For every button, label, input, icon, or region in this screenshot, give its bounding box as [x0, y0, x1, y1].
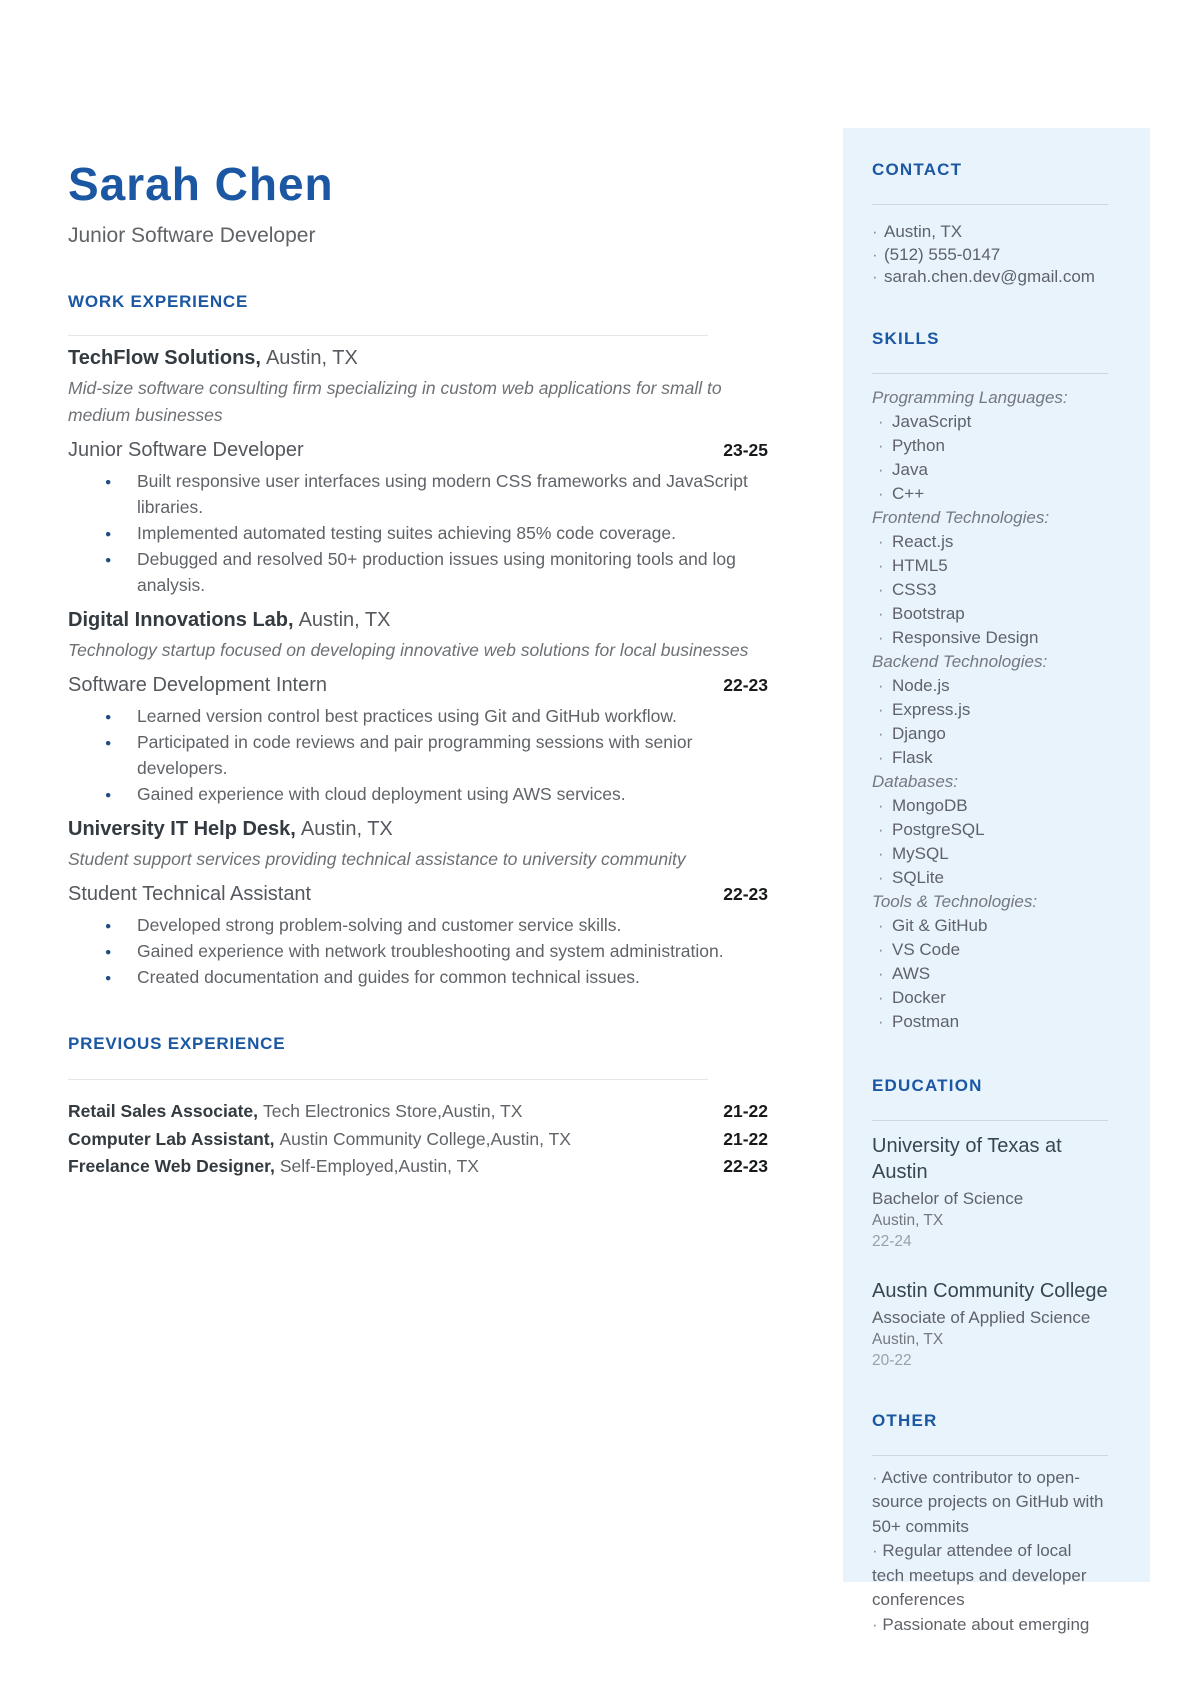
- skill-item: · AWS: [872, 962, 1108, 986]
- previous-role-line: [68, 1098, 522, 1126]
- role-bullet: ● Gained experience with cloud deployment using AWS services.: [105, 781, 750, 807]
- skill-item: · Express.js: [872, 698, 1108, 722]
- skill-item: · CSS3: [872, 578, 1108, 602]
- school-location: Austin, TX: [872, 1330, 944, 1348]
- skill-item: · SQLite: [872, 866, 1108, 890]
- role-bullet: ● Debugged and resolved 50+ production issues using monitoring tools and log analysis.: [105, 546, 750, 598]
- role-dates: 22-23: [723, 675, 768, 696]
- role-row: [68, 673, 768, 697]
- other-list: [872, 1466, 1108, 1638]
- skill-item: · Java: [872, 458, 1108, 482]
- skill-group-label: Frontend Technologies:: [872, 507, 1050, 527]
- skills-block: [872, 386, 1108, 1034]
- previous-dates: 22-23: [723, 1156, 768, 1177]
- skill-item: · Docker: [872, 986, 1108, 1010]
- contact-phone: · (512) 555-0147: [872, 244, 1108, 267]
- skill-item: · Node.js: [872, 674, 1108, 698]
- role-dates: 22-23: [723, 884, 768, 905]
- role-bullet: ● Gained experience with network troubleshooting and system administration.: [105, 938, 750, 964]
- section-divider: [68, 335, 708, 336]
- company-description: Technology startup focused on developing innovative web solutions for local businesses: [68, 640, 749, 661]
- company-line: [68, 817, 768, 842]
- skill-item: · JavaScript: [872, 410, 1108, 434]
- school-name: University of Texas at Austin: [872, 1134, 1062, 1183]
- education-entry: [872, 1278, 1108, 1371]
- skill-item: · HTML5: [872, 554, 1108, 578]
- company-location: Austin, TX: [300, 818, 393, 841]
- company-name: Digital Innovations Lab,: [68, 609, 294, 632]
- skill-item: · PostgreSQL: [872, 818, 1108, 842]
- work-experience-heading: WORK EXPERIENCE: [68, 292, 249, 312]
- contact-list: [872, 221, 1108, 289]
- skill-item: · React.js: [872, 530, 1108, 554]
- previous-org: Austin Community College,Austin, TX: [279, 1128, 571, 1149]
- skill-group-label: Tools & Technologies:: [872, 891, 1038, 911]
- company-description: Student support services providing technical assistance to university community: [68, 849, 686, 870]
- other-item: · Passionate about emerging: [872, 1613, 1108, 1638]
- previous-experience-row: [68, 1098, 768, 1126]
- other-heading: OTHER: [872, 1410, 938, 1430]
- school-name: Austin Community College: [872, 1279, 1108, 1302]
- role-dates: 23-25: [723, 440, 768, 461]
- role-bullet-list: [68, 703, 768, 807]
- skill-item: · MySQL: [872, 842, 1108, 866]
- skill-item: · Python: [872, 434, 1108, 458]
- sidebar-divider: [872, 1120, 1108, 1121]
- previous-role-line: [68, 1126, 571, 1154]
- company-description: Mid-size software consulting firm specializing in custom web applications for small to medium businesses: [68, 378, 722, 426]
- role-bullet: ● Built responsive user interfaces using modern CSS frameworks and JavaScript libraries.: [105, 468, 750, 520]
- person-name: Sarah Chen: [68, 158, 334, 210]
- company-location: Austin, TX: [265, 347, 358, 370]
- school-degree: Associate of Applied Science: [872, 1307, 1091, 1327]
- previous-role-line: [68, 1153, 479, 1181]
- contact-email: · sarah.chen.dev@gmail.com: [872, 266, 1108, 289]
- section-divider: [68, 1079, 708, 1080]
- role-bullet: ● Learned version control best practices using Git and GitHub workflow.: [105, 703, 750, 729]
- other-item: · Regular attendee of local tech meetups and developer conferences: [872, 1539, 1108, 1613]
- previous-experience-heading: PREVIOUS EXPERIENCE: [68, 1034, 286, 1054]
- role-bullet: ● Created documentation and guides for common technical issues.: [105, 964, 750, 990]
- skill-item: · Flask: [872, 746, 1108, 770]
- skill-group-label: Backend Technologies:: [872, 651, 1048, 671]
- sidebar-divider: [872, 204, 1108, 205]
- role-bullet: ● Participated in code reviews and pair programming sessions with senior developers.: [105, 729, 750, 781]
- role-row: [68, 882, 768, 906]
- role-bullet-list: [68, 468, 768, 598]
- skills-heading: SKILLS: [872, 328, 940, 348]
- company-line: [68, 346, 768, 371]
- school-dates: 20-22: [872, 1351, 912, 1369]
- role-bullet: ● Implemented automated testing suites achieving 85% code coverage.: [105, 520, 750, 546]
- sidebar-divider: [872, 1455, 1108, 1456]
- person-title: Junior Software Developer: [68, 224, 316, 248]
- previous-experience-row: [68, 1153, 768, 1181]
- main-column: [68, 0, 768, 1181]
- previous-role: Retail Sales Associate,: [68, 1101, 259, 1122]
- skill-item: · VS Code: [872, 938, 1108, 962]
- other-item: · Active contributor to open-source projects on GitHub with 50+ commits: [872, 1466, 1108, 1540]
- education-heading: EDUCATION: [872, 1075, 983, 1095]
- contact-heading: CONTACT: [872, 160, 963, 179]
- role-title: Student Technical Assistant: [68, 883, 312, 906]
- previous-role: Freelance Web Designer,: [68, 1156, 275, 1177]
- skill-item: · Responsive Design: [872, 626, 1108, 650]
- skill-item: · Django: [872, 722, 1108, 746]
- role-bullet-list: [68, 912, 768, 990]
- previous-experience-list: [68, 1098, 768, 1181]
- sidebar: [872, 128, 1108, 1637]
- school-degree: Bachelor of Science: [872, 1188, 1024, 1208]
- previous-dates: 21-22: [723, 1101, 768, 1122]
- skill-item: · Bootstrap: [872, 602, 1108, 626]
- skill-group-label: Programming Languages:: [872, 387, 1068, 407]
- contact-location: · Austin, TX: [872, 221, 1108, 244]
- skill-group-label: Databases:: [872, 771, 958, 791]
- skill-item: · MongoDB: [872, 794, 1108, 818]
- education-entry: [872, 1133, 1108, 1252]
- skill-item: · Git & GitHub: [872, 914, 1108, 938]
- school-dates: 22-24: [872, 1232, 912, 1250]
- previous-org: Self-Employed,Austin, TX: [279, 1156, 479, 1177]
- role-row: [68, 438, 768, 462]
- role-title: Junior Software Developer: [68, 439, 304, 462]
- skill-item: · Postman: [872, 1010, 1108, 1034]
- school-location: Austin, TX: [872, 1211, 944, 1229]
- company-name: University IT Help Desk,: [68, 818, 296, 841]
- role-title: Software Development Intern: [68, 674, 328, 697]
- previous-experience-row: [68, 1126, 768, 1154]
- role-bullet: ● Developed strong problem-solving and customer service skills.: [105, 912, 750, 938]
- previous-org: Tech Electronics Store,Austin, TX: [263, 1101, 523, 1122]
- previous-dates: 21-22: [723, 1128, 768, 1149]
- skill-item: · C++: [872, 482, 1108, 506]
- sidebar-divider: [872, 373, 1108, 374]
- company-location: Austin, TX: [298, 609, 391, 632]
- previous-role: Computer Lab Assistant,: [68, 1128, 275, 1149]
- company-line: [68, 608, 768, 633]
- company-name: TechFlow Solutions,: [68, 347, 261, 370]
